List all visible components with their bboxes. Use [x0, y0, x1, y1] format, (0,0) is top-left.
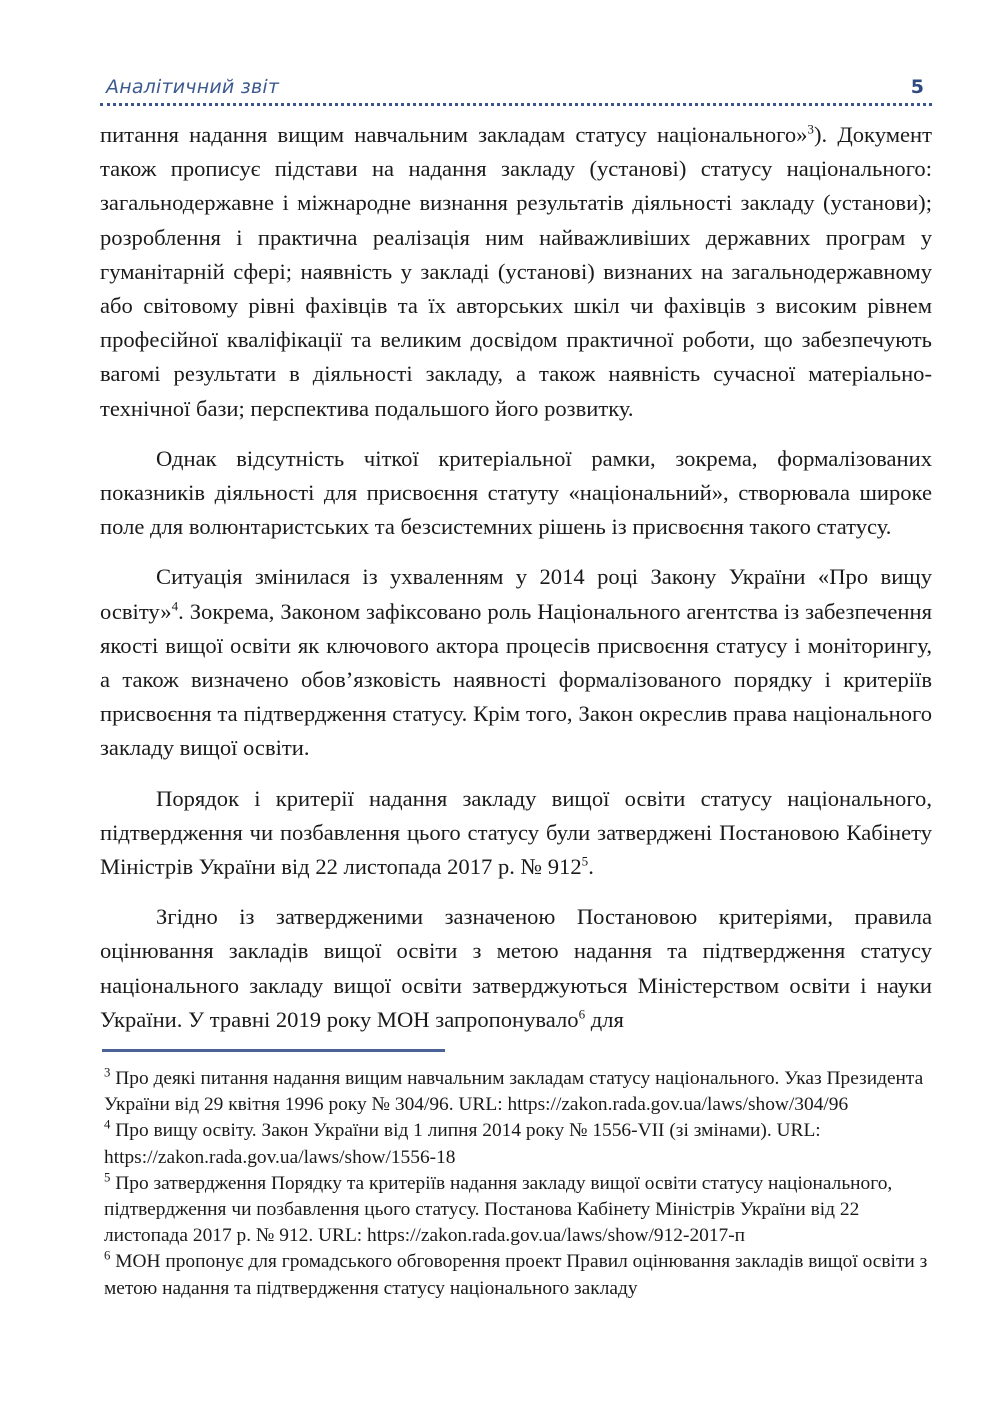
paragraph-3 [100, 560, 932, 765]
paragraph-2 [100, 442, 932, 545]
paragraph-text: . Зокрема, Законом зафіксовано роль Національного агентства із забезпечення якості вищої освіти як ключового актора процесів присвоєння статусу і моніторингу, а також визначено обов’язковість наявності формалізованого порядку і критеріїв присвоєння та підтвердження статусу. Крім того, Закон окреслив права національного закладу вищої освіти. [100, 598, 932, 761]
paragraph-text: Ситуація змінилася із ухваленням у 2014 році Закону України «Про вищу освіту» [100, 564, 932, 624]
paragraph-text: Згідно із затвердженими зазначеною Постановою критеріями, правила оцінювання закладів вищої освіти з метою надання та підтвердження статусу національного закладу вищої освіти затверджуються Міністерством освіти і науки України. У травні 2019 року МОН запропонувало [100, 904, 932, 1032]
footnote-ref-6[interactable]: 6 [578, 1006, 586, 1022]
footnote-number: 5 [104, 1170, 111, 1185]
paragraph-text: для [585, 1006, 624, 1032]
running-header [100, 76, 932, 106]
paragraph-text: Однак відсутність чіткої критеріальної рамки, зокрема, формалізованих показників діяльності для присвоєння статуту «національний», створювала широке поле для волюнтаристських та безсистемних рішень із присвоєння такого статусу. [100, 445, 932, 540]
footnote-divider [102, 1049, 445, 1052]
footnote-number: 6 [104, 1248, 111, 1263]
page-number: 5 [910, 76, 924, 98]
footnote-link[interactable]: https://zakon.rada.gov.ua/laws/show/1556-18 [104, 1146, 456, 1168]
footnote-ref-3[interactable]: 3 [807, 121, 814, 137]
footnote-ref-5[interactable]: 5 [581, 853, 589, 869]
footnote-ref-4[interactable]: 4 [171, 598, 179, 614]
body-text [100, 118, 932, 1053]
footnote-3 [104, 1066, 932, 1118]
footnote-4 [104, 1118, 932, 1170]
paragraph-text: . [588, 854, 594, 880]
footnote-link[interactable]: https://zakon.rada.gov.ua/laws/show/304/96 [507, 1094, 849, 1116]
footnote-text: Про вищу освіту. Закон України від 1 липня 2014 року № 1556-VII (зі змінами). URL: [110, 1120, 821, 1142]
paragraph-text: Порядок і критерії надання закладу вищої освіти статусу національного, підтвердження чи позбавлення цього статусу були затверджені Постановою Кабінету Міністрів України від 22 листопада 2017 р. № 912 [100, 785, 932, 880]
header-dotted-divider [100, 103, 932, 106]
header-title: Аналітичний звіт [106, 76, 280, 98]
footnote-text: Про деякі питання надання вищим навчальним закладам статусу національного. Указ Президента України від 29 квітня 1996 року № 304/96. URL: [104, 1068, 924, 1116]
footnote-5 [104, 1171, 932, 1250]
footnote-text: Про затвердження Порядку та критеріїв надання закладу вищої освіти статусу національного, підтвердження чи позбавлення цього статусу. Постанова Кабінету Міністрів України від 22 листопада 2017 р. № 912. URL: [104, 1172, 893, 1247]
footnotes [104, 1066, 932, 1302]
footnote-text: МОН пропонує для громадського обговорення проект Правил оцінювання закладів вищої освіти з метою надання та підтвердження статусу національного закладу [104, 1251, 928, 1299]
paragraph-5 [100, 900, 932, 1037]
paragraph-1 [100, 118, 932, 426]
paragraph-text: питання надання вищим навчальним закладам статусу національного» [100, 122, 808, 147]
paragraph-4 [100, 782, 932, 885]
footnote-6 [104, 1249, 932, 1301]
footnote-link[interactable]: https://zakon.rada.gov.ua/laws/show/912-2017-п [367, 1225, 746, 1247]
paragraph-text: ). Документ також прописує підстави на надання закладу (установі) статусу національного: загальнодержавне і міжнародне визнання результатів діяльності закладу (установи); розроблення і практична реалізація ним найважливіших державних програм у гуманітарній сфері; наявність у закладі (установі) визнаних на загальнодержавному або світовому рівні фахівців та їх авторських шкіл чи фахівців з високим рівнем професійної кваліфікації та великим досвідом практичної роботи, що забезпечують вагомі результати в діяльності закладу, а також наявність сучасної матеріально-технічної бази; перспектива подальшого його розвитку. [100, 122, 932, 421]
footnote-number: 4 [104, 1117, 111, 1132]
footnote-number: 3 [104, 1065, 111, 1080]
